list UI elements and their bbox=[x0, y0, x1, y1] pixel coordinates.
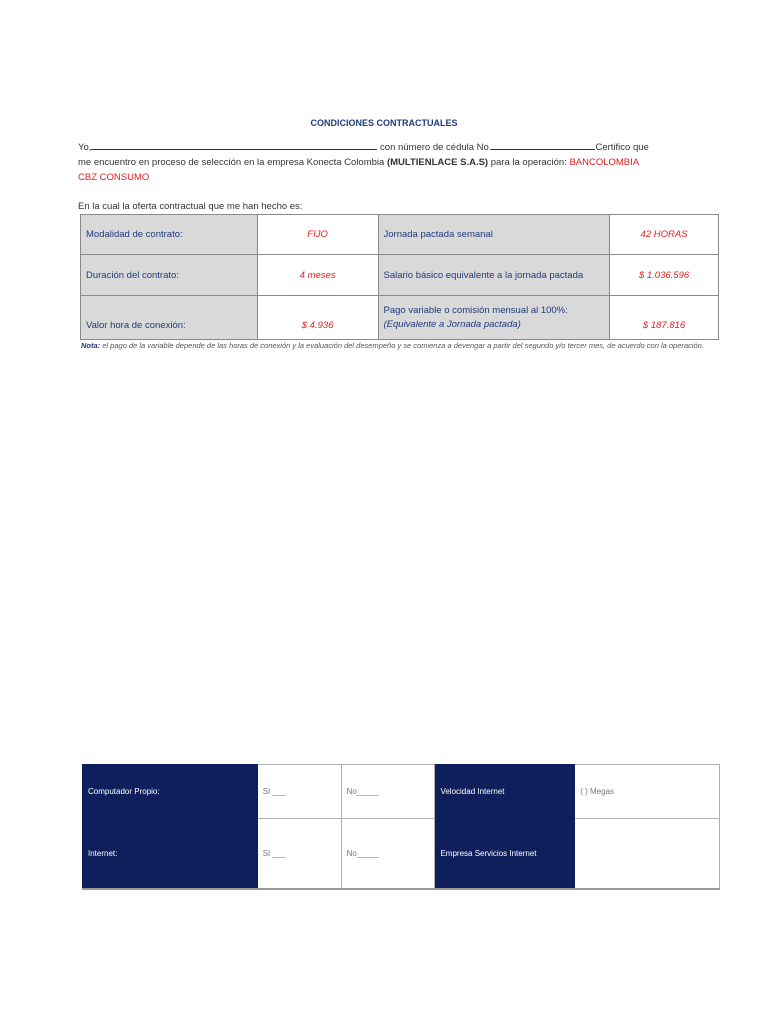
company-name: (MULTIENLACE S.A.S) bbox=[386, 157, 489, 168]
name-blank[interactable] bbox=[91, 139, 377, 150]
base-salary-label: Salario básico equivalente a la jornada pactada bbox=[378, 255, 610, 296]
intro-certifico: Certifico que bbox=[595, 142, 649, 153]
internet-no-field[interactable]: No_____ bbox=[341, 819, 435, 889]
equipment-row bbox=[83, 765, 720, 819]
variable-pay-value: $ 187.816 bbox=[610, 296, 719, 340]
intro-yo: Yo, bbox=[78, 142, 92, 153]
offer-intro: En la cual la oferta contractual que me han hecho es: bbox=[78, 201, 303, 212]
offer-row bbox=[81, 296, 719, 340]
contract-duration-value: 4 meses bbox=[257, 255, 378, 296]
equipment-row bbox=[83, 819, 720, 889]
intro-line2-start: me encuentro en proceso de selección en la empresa Konecta Colombia bbox=[78, 157, 387, 168]
note-label: Nota: bbox=[81, 341, 101, 350]
document-title: CONDICIONES CONTRACTUALES bbox=[310, 118, 458, 128]
cedula-blank[interactable] bbox=[491, 139, 595, 150]
operation-name-part2: CBZ CONSUMO bbox=[78, 172, 150, 183]
variable-pay-label-line2: (Equivalente a Jornada pactada) bbox=[383, 318, 521, 330]
internet-si-field[interactable]: SI ___ bbox=[257, 819, 341, 889]
internet-speed-field[interactable]: ( ) Megas bbox=[575, 765, 720, 819]
contract-mode-value: FIJO bbox=[257, 215, 378, 255]
contract-mode-label: Modalidad de contrato: bbox=[81, 215, 258, 255]
equipment-table bbox=[82, 764, 720, 890]
internet-provider-field[interactable] bbox=[575, 819, 720, 889]
note-text: el pago de la variable depende de las horas de conexión y la evaluación del desempeño y se comienza a devengar a partir del segundo y/o tercer mes, de acuerdo con la operación. bbox=[100, 341, 704, 350]
internet-speed-label: Velocidad Internet bbox=[435, 765, 575, 819]
offer-row bbox=[81, 255, 719, 296]
offer-row bbox=[81, 215, 719, 255]
weekly-hours-label: Jornada pactada semanal bbox=[378, 215, 610, 255]
intro-line2-mid: para la operación: bbox=[488, 157, 570, 168]
internet-provider-label: Empresa Servicios Internet bbox=[435, 819, 575, 889]
own-computer-si-field[interactable]: SI ___ bbox=[257, 765, 341, 819]
own-computer-no-field[interactable]: No_____ bbox=[341, 765, 435, 819]
weekly-hours-value: 42 HORAS bbox=[610, 215, 719, 255]
intro-cedula-text: con número de cédula No. bbox=[377, 142, 492, 153]
hourly-rate-value: $ 4.936 bbox=[257, 296, 378, 340]
offer-table bbox=[80, 214, 719, 340]
hourly-rate-label: Valor hora de conexión: bbox=[81, 296, 258, 340]
variable-pay-label bbox=[378, 296, 610, 340]
contract-duration-label: Duración del contrato: bbox=[81, 255, 258, 296]
variable-pay-label-line1: Pago variable o comisión mensual al 100%: bbox=[383, 304, 568, 316]
intro-paragraph bbox=[78, 139, 698, 185]
base-salary-value: $ 1.036.596 bbox=[610, 255, 719, 296]
operation-name-part1: BANCOLOMBIA bbox=[569, 157, 640, 168]
own-computer-label: Computador Propio: bbox=[83, 765, 258, 819]
internet-label: Internet: bbox=[83, 819, 258, 889]
note bbox=[81, 341, 711, 351]
